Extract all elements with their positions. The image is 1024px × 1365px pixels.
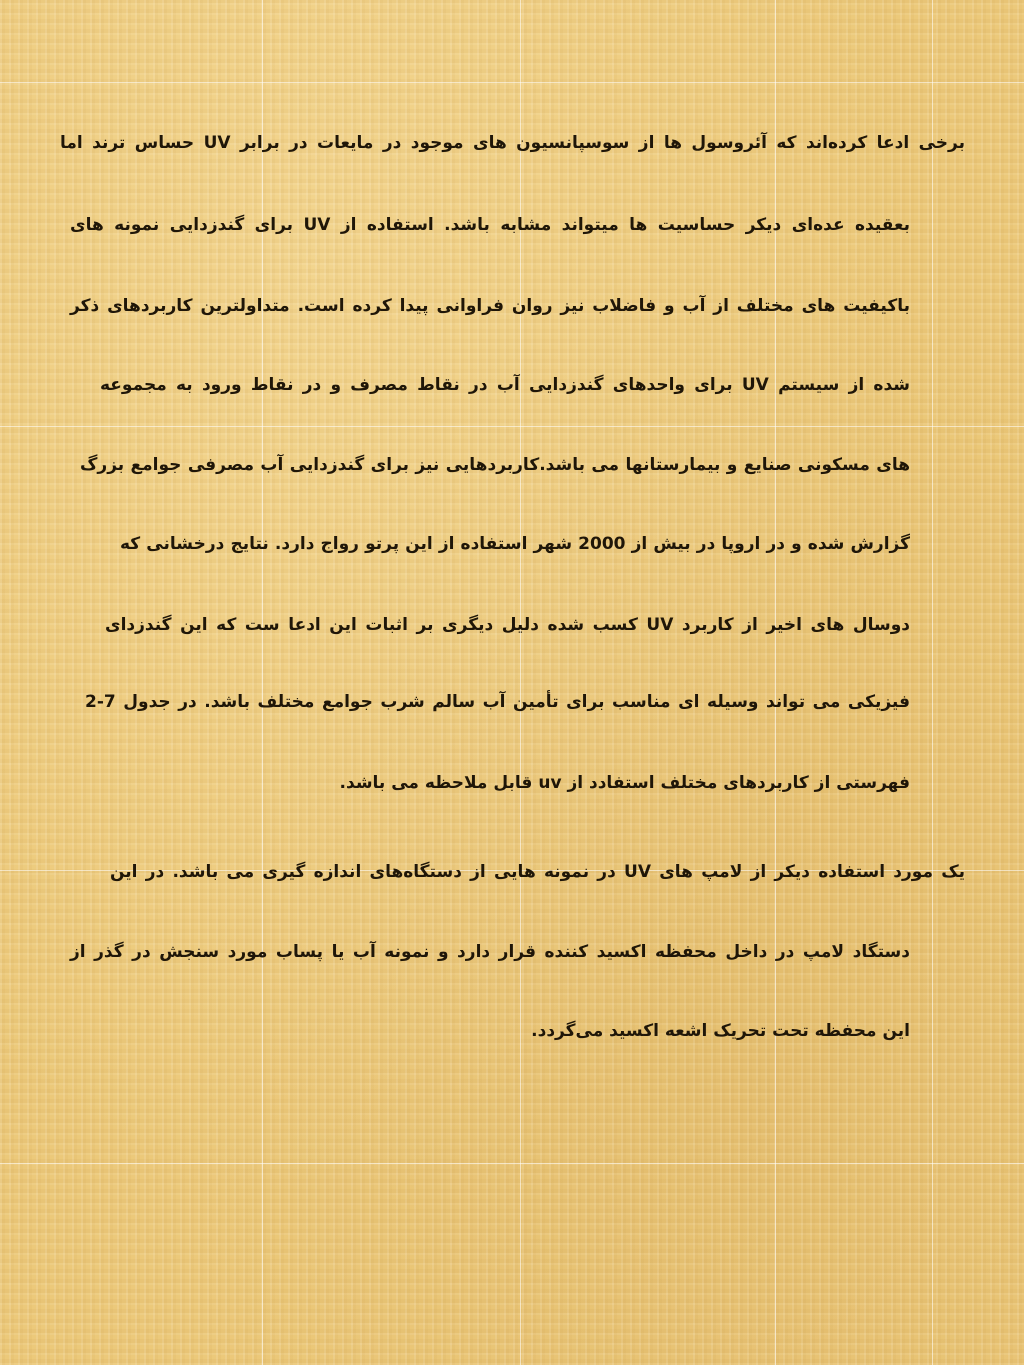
text-line: های مسکونی صنایع و بیمارستانها می باشد.کاربردهایی نیز برای گندزدایی آب مصرفی جوامع بزرگ [80, 455, 910, 475]
text-line: فهرستی از کاربردهای مختلف استفادد از uv قابل ملاحظه می باشد. [339, 773, 910, 793]
text-line: دوسال های اخیر از کاربرد UV کسب شده دلیل دیگری بر اثبات این ادعا ست که این گندزدای [105, 615, 910, 635]
text-line: شده از سیستم UV برای واحدهای گندزدایی آب در نقاط مصرف و در نقاط ورود به مجموعه [100, 375, 910, 395]
text-line: یک مورد استفاده دیکر از لامپ های UV در نمونه هایی از دستگاه‌های اندازه گیری می باشد. در این [110, 862, 965, 882]
text-line: این محفظه تحت تحریک اشعه اکسید می‌گردد. [531, 1021, 910, 1041]
document-body [60, 0, 965, 1365]
text-line: برخی ادعا کرده‌اند که آئروسول ها از سوسپانسیون های موجود در مایعات در برابر UV حساس ترند اما [60, 133, 966, 153]
text-line: بعقیده عده‌ای دیکر حساسیت ها میتواند مشابه باشد. استفاده از UV برای گندزدایی نمونه های [70, 215, 910, 235]
text-line: باکیفیت های مختلف از آب و فاضلاب نیز روان فراوانی پیدا کرده است. متداولترین کاربردهای ذکر [70, 296, 910, 316]
text-line: دستگاد لامپ در داخل محفظه اکسید کننده قرار دارد و نمونه آب یا پساب مورد سنجش در گذر از [70, 942, 910, 962]
text-line: گزارش شده و در اروپا در بیش از 2000 شهر استفاده از این پرتو رواج دارد. نتایج درخشانی که [120, 534, 910, 554]
text-line: فیزیکی می تواند وسیله ای مناسب برای تأمین آب سالم شرب جوامع مختلف باشد. در جدول 7-2 [85, 692, 910, 712]
